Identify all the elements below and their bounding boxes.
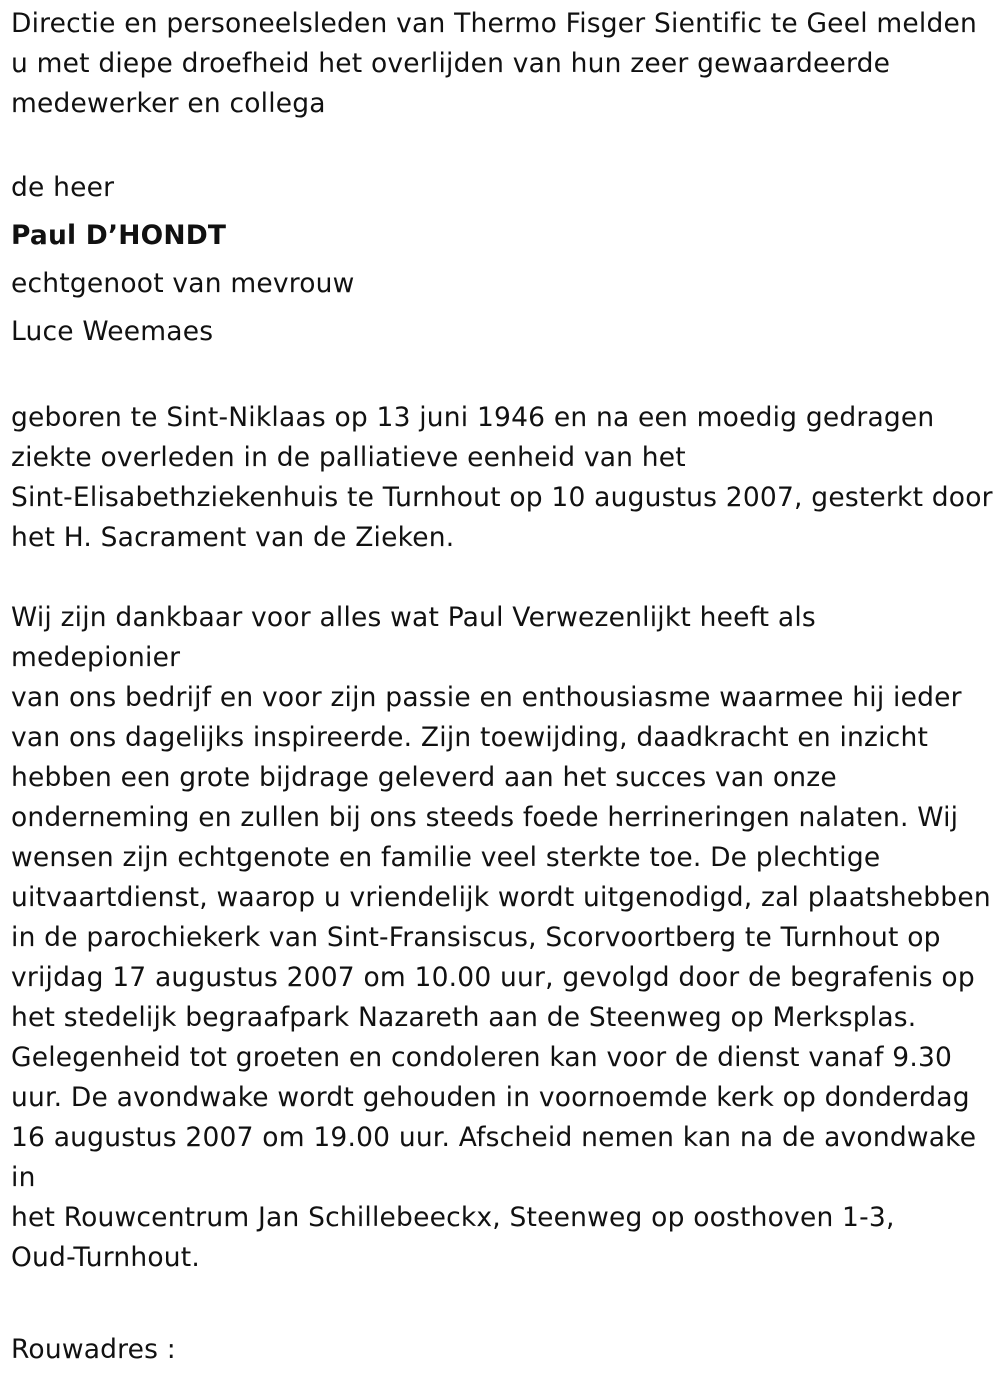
- text-line: hebben een grote bijdrage geleverd aan het succes van onze: [11, 762, 837, 793]
- text-line: Oud-Turnhout.: [11, 1242, 201, 1273]
- text-line: Sint-Elisabethziekenhuis te Turnhout op 10 augustus 2007, gesterkt door: [11, 482, 993, 513]
- text-line: Directie en personeelsleden van Thermo Fisger Sientific te Geel melden: [11, 8, 977, 39]
- text-line: wensen zijn echtgenote en familie veel sterkte toe. De plechtige: [11, 842, 881, 873]
- salutation: de heer: [11, 172, 115, 203]
- intro-paragraph: [11, 4, 993, 124]
- spouse-label: echtgenoot van mevrouw: [11, 268, 355, 299]
- spacer: [11, 356, 993, 398]
- birth-death-paragraph: [11, 398, 993, 558]
- spacer: [11, 124, 993, 164]
- address-label: Rouwadres :: [11, 1334, 176, 1365]
- text-line: Wij zijn dankbaar voor alles wat Paul Verwezenlijkt heeft als medepionier: [11, 602, 816, 673]
- text-line: uur. De avondwake wordt gehouden in voornoemde kerk op donderdag: [11, 1082, 970, 1113]
- spouse-name: Luce Weemaes: [11, 316, 214, 347]
- spacer: [11, 558, 993, 598]
- text-line: het Rouwcentrum Jan Schillebeeckx, Steenweg op oosthoven 1-3,: [11, 1202, 895, 1233]
- text-line: medewerker en collega: [11, 88, 326, 119]
- text-line: geboren te Sint-Niklaas op 13 juni 1946 en na een moedig gedragen: [11, 402, 935, 433]
- text-line: van ons dagelijks inspireerde. Zijn toewijding, daadkracht en inzicht: [11, 722, 929, 753]
- text-line: van ons bedrijf en voor zijn passie en enthousiasme waarmee hij ieder: [11, 682, 962, 713]
- obituary-document: [11, 0, 993, 1374]
- text-line: u met diepe droefheid het overlijden van hun zeer gewaardeerde: [11, 48, 891, 79]
- text-line: 16 augustus 2007 om 19.00 uur. Afscheid nemen kan na de avondwake in: [11, 1122, 977, 1193]
- tribute-paragraph: [11, 598, 993, 1278]
- text-line: Gelegenheid tot groeten en condoleren kan voor de dienst vanaf 9.30: [11, 1042, 953, 1073]
- text-line: ziekte overleden in de palliatieve eenheid van het: [11, 442, 686, 473]
- spacer: [11, 1278, 993, 1326]
- text-line: onderneming en zullen bij ons steeds foede herrineringen nalaten. Wij: [11, 802, 959, 833]
- text-line: het stedelijk begraafpark Nazareth aan de Steenweg op Merksplas.: [11, 1002, 917, 1033]
- text-line: het H. Sacrament van de Zieken.: [11, 522, 455, 553]
- text-line: vrijdag 17 augustus 2007 om 10.00 uur, gevolgd door de begrafenis op: [11, 962, 975, 993]
- deceased-name: Paul D’HONDT: [11, 220, 227, 251]
- text-line: in de parochiekerk van Sint-Fransiscus, Scorvoortberg te Turnhout op: [11, 922, 941, 953]
- text-line: uitvaartdienst, waarop u vriendelijk wordt uitgenodigd, zal plaatshebben: [11, 882, 991, 913]
